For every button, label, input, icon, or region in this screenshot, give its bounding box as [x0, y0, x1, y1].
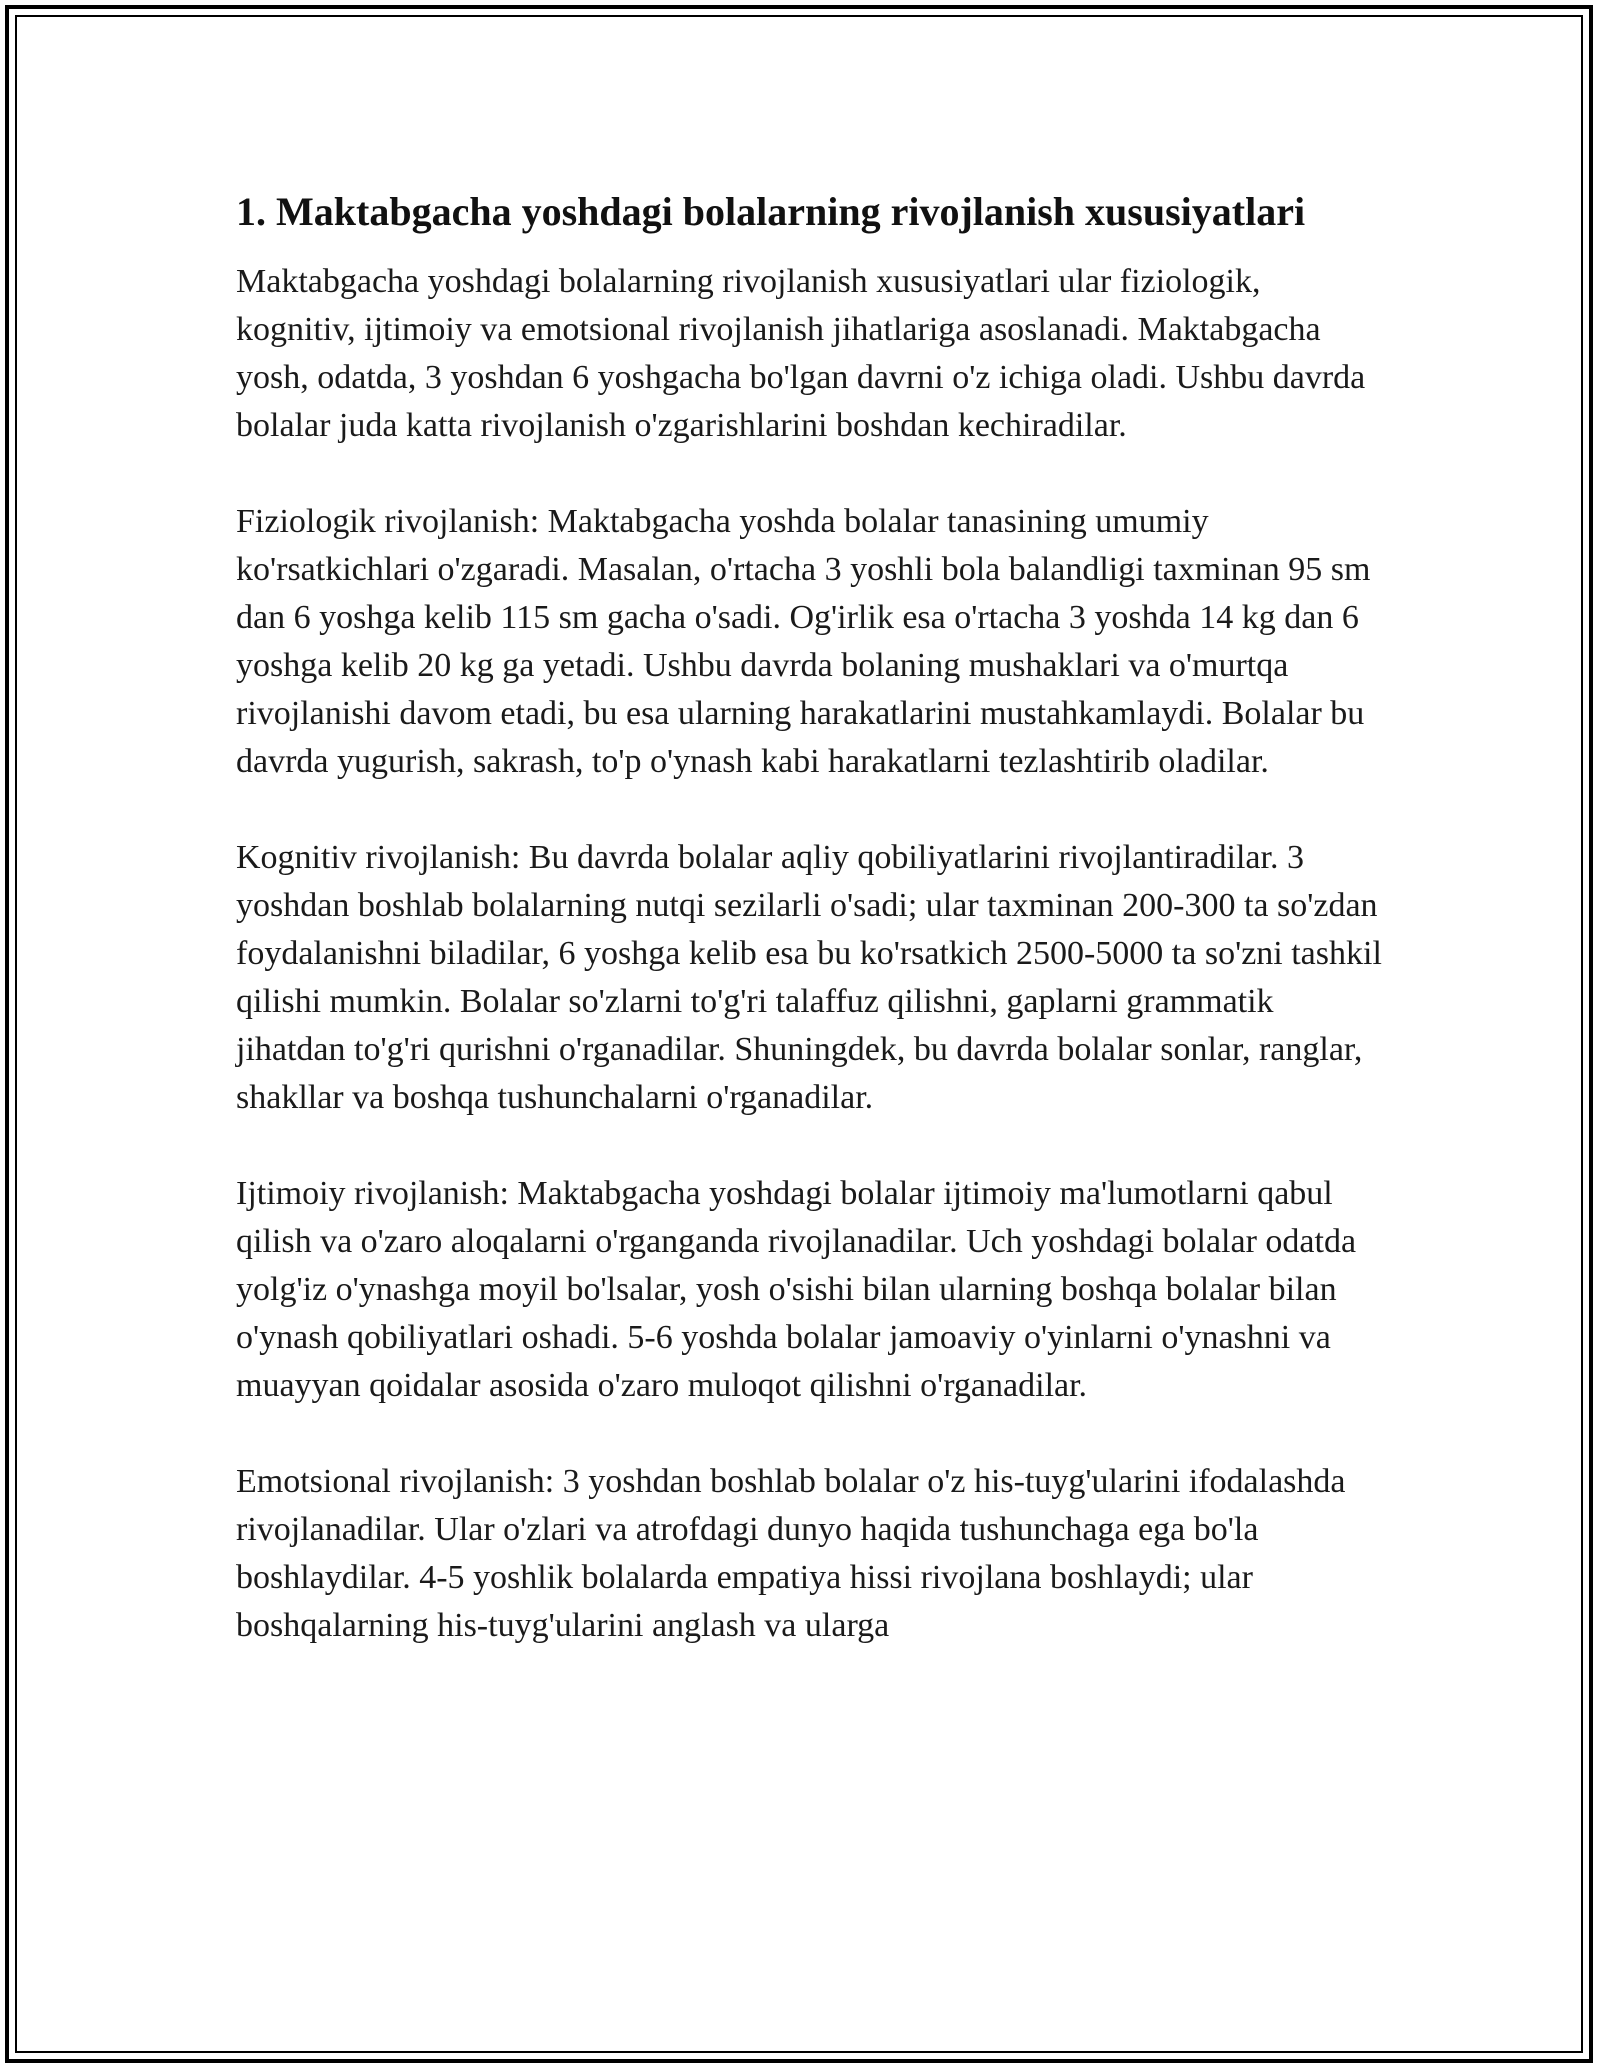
paragraph-emotional: Emotsional rivojlanish: 3 yoshdan boshlab bolalar o'z his-tuyg'ularini ifodalashda rivojlanadilar. Ular o'zlari va atrofdagi dunyo haqida tushunchaga ega bo'la boshlaydilar. 4-5 yoshlik bolalarda empatiya hissi rivojlana boshlaydi; ular boshqalarning his-tuyg'ularini anglash va ularga: [236, 1463, 1346, 1644]
paragraph-intro: Maktabgacha yoshdagi bolalarning rivojlanish xususiyatlari ular fiziologik, kognitiv, ijtimoiy va emotsional rivojlanish jihatlariga asoslanadi. Maktabgacha yosh, odatda, 3 yoshdan 6 yoshgacha bo'lgan davrni o'z ichiga oladi. Ushbu davrda bolalar juda katta rivojlanish o'zgarishlarini boshdan kechiradilar.: [236, 263, 1366, 444]
document-page: [236, 186, 1386, 1698]
paragraph-social: Ijtimoiy rivojlanish: Maktabgacha yoshdagi bolalar ijtimoiy ma'lumotlarni qabul qilish va o'zaro aloqalarni o'rganganda rivojlanadilar. Uch yoshdagi bolalar odatda yolg'iz o'ynashga moyil bo'lsalar, yosh o'sishi bilan ularning boshqa bolalar bilan o'ynash qobiliyatlari oshadi. 5-6 yoshda bolalar jamoaviy o'yinlarni o'ynashni va muayyan qoidalar asosida o'zaro muloqot qilishni o'rganadilar.: [236, 1175, 1357, 1404]
paragraph-cognitive: Kognitiv rivojlanish: Bu davrda bolalar aqliy qobiliyatlarini rivojlantiradilar. 3 yoshdan boshlab bolalarning nutqi sezilarli o'sadi; ular taxminan 200-300 ta so'zdan foydalanishni biladilar, 6 yoshga kelib esa bu ko'rsatkich 2500-5000 ta so'zni tashkil qilishi mumkin. Bolalar so'zlarni to'g'ri talaffuz qilishni, gaplarni grammatik jihatdan to'g'ri qurishni o'rganadilar. Shuningdek, bu davrda bolalar sonlar, ranglar, shakllar va boshqa tushunchalarni o'rganadilar.: [236, 839, 1382, 1116]
section-title: 1. Maktabgacha yoshdagi bolalarning rivojlanish xususiyatlari: [236, 189, 1306, 234]
paragraph-physiological: Fiziologik rivojlanish: Maktabgacha yoshda bolalar tanasining umumiy ko'rsatkichlari o'zgaradi. Masalan, o'rtacha 3 yoshli bola balandligi taxminan 95 sm dan 6 yoshga kelib 115 sm gacha o'sadi. Og'irlik esa o'rtacha 3 yoshda 14 kg dan 6 yoshga kelib 20 kg ga yetadi. Ushbu davrda bolaning mushaklari va o'murtqa rivojlanishi davom etadi, bu esa ularning harakatlarini mustahkamlaydi. Bolalar bu davrda yugurish, sakrash, to'p o'ynash kabi harakatlarni tezlashtirib oladilar.: [236, 503, 1371, 780]
